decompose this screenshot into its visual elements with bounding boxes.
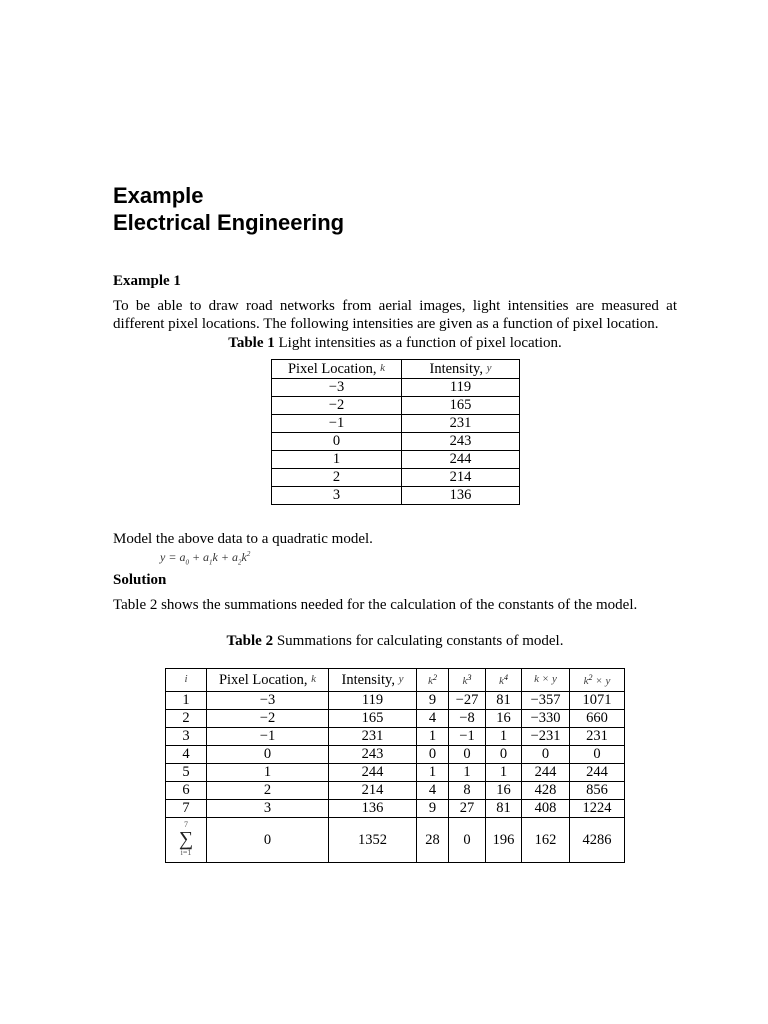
- table-row: [272, 433, 520, 451]
- table-cell: −8: [449, 710, 486, 728]
- table-cell: 244: [522, 764, 570, 782]
- table-cell: 16: [486, 782, 522, 800]
- table1-caption: [0, 334, 768, 352]
- table2-header-pixel: Pixel Location, k: [207, 669, 329, 692]
- table-cell: 2: [272, 469, 402, 487]
- table-row: [272, 397, 520, 415]
- table-cell: 27: [449, 800, 486, 818]
- page-title: [113, 182, 344, 236]
- table-cell: 3: [272, 487, 402, 505]
- table-cell: 28: [417, 818, 449, 863]
- table-cell: 165: [402, 397, 520, 415]
- table1: [271, 359, 520, 505]
- table-cell: −1: [207, 728, 329, 746]
- table-cell: 231: [570, 728, 625, 746]
- table2-header-ky: k × y: [522, 669, 570, 692]
- table-cell: 0: [449, 746, 486, 764]
- table2-caption-text: Summations for calculating constants of model.: [273, 633, 564, 649]
- table-cell: 4286: [570, 818, 625, 863]
- table-cell: 119: [329, 692, 417, 710]
- table2-caption: [0, 632, 768, 650]
- table-row: [272, 487, 520, 505]
- table2-header-k2y: $k^2 \times y$: [570, 669, 625, 692]
- table-cell: 214: [329, 782, 417, 800]
- table1-header-row: [272, 360, 520, 379]
- table-cell: −3: [272, 379, 402, 397]
- table-cell: 244: [329, 764, 417, 782]
- table-row: [166, 728, 625, 746]
- table2-sum-row: [166, 818, 625, 863]
- table-cell: −1: [272, 415, 402, 433]
- solution-text: Table 2 shows the summations needed for the calculation of the constants of the model.: [113, 597, 638, 613]
- table-cell: 1: [449, 764, 486, 782]
- table2-header-k3: $k^3$: [449, 669, 486, 692]
- table-cell: −2: [272, 397, 402, 415]
- table-cell: 0: [207, 818, 329, 863]
- table1-header-pixel: Pixel Location, k: [272, 360, 402, 379]
- table-row: [166, 764, 625, 782]
- table2-header-k4: $k^4$: [486, 669, 522, 692]
- table1-header-intensity: Intensity, y: [402, 360, 520, 379]
- table-cell: 0: [522, 746, 570, 764]
- table-cell: 231: [329, 728, 417, 746]
- table-cell: 4: [166, 746, 207, 764]
- table-cell: 1: [166, 692, 207, 710]
- table-row: [272, 415, 520, 433]
- table-row: [272, 451, 520, 469]
- table-cell: 6: [166, 782, 207, 800]
- table-cell: 4: [417, 710, 449, 728]
- table-cell: 2: [207, 782, 329, 800]
- sigma-symbol: 7 ∑ i=1: [166, 818, 207, 863]
- table-cell: 0: [449, 818, 486, 863]
- table1-caption-text: Light intensities as a function of pixel location.: [274, 335, 562, 351]
- table-cell: 1: [486, 728, 522, 746]
- table-cell: 1: [207, 764, 329, 782]
- table-cell: 119: [402, 379, 520, 397]
- table-cell: 428: [522, 782, 570, 800]
- table-row: [272, 469, 520, 487]
- table-cell: 162: [522, 818, 570, 863]
- table2-header-i: i: [166, 669, 207, 692]
- table2-caption-label: Table 2: [226, 633, 274, 649]
- table-cell: 16: [486, 710, 522, 728]
- quadratic-equation: $y = a_0 + a_1k + a_2k^2$: [160, 550, 251, 567]
- table-row: [166, 692, 625, 710]
- table2-header-row: [166, 669, 625, 692]
- table-cell: −2: [207, 710, 329, 728]
- table-cell: 2: [166, 710, 207, 728]
- table-cell: 3: [207, 800, 329, 818]
- table-cell: 0: [570, 746, 625, 764]
- table-cell: −1: [449, 728, 486, 746]
- table2-header-intensity: Intensity, y: [329, 669, 417, 692]
- table-cell: −3: [207, 692, 329, 710]
- table-cell: 0: [272, 433, 402, 451]
- table-cell: 214: [402, 469, 520, 487]
- table-cell: 1071: [570, 692, 625, 710]
- table-cell: 5: [166, 764, 207, 782]
- title-line-1: Example: [113, 183, 204, 208]
- table2-header-k2: $k^2$: [417, 669, 449, 692]
- table-cell: 136: [402, 487, 520, 505]
- table-cell: 1224: [570, 800, 625, 818]
- table-cell: 660: [570, 710, 625, 728]
- table-cell: 196: [486, 818, 522, 863]
- table1-caption-label: Table 1: [228, 335, 275, 351]
- table-cell: 8: [449, 782, 486, 800]
- table-cell: 856: [570, 782, 625, 800]
- table-row: [166, 782, 625, 800]
- table-cell: 1: [272, 451, 402, 469]
- table-cell: −27: [449, 692, 486, 710]
- table2: [165, 668, 625, 863]
- example-label: Example 1: [113, 273, 181, 289]
- table-row: [272, 379, 520, 397]
- table-cell: 7: [166, 800, 207, 818]
- table-cell: 165: [329, 710, 417, 728]
- table-row: [166, 746, 625, 764]
- table-cell: 9: [417, 692, 449, 710]
- table-cell: 3: [166, 728, 207, 746]
- table-cell: 408: [522, 800, 570, 818]
- table-cell: −231: [522, 728, 570, 746]
- table-cell: 81: [486, 800, 522, 818]
- intro-line-1: To be able to draw road networks from aerial images, light intensities are measured at: [113, 298, 677, 314]
- table-cell: 4: [417, 782, 449, 800]
- table-cell: 1352: [329, 818, 417, 863]
- table-cell: 243: [329, 746, 417, 764]
- title-line-2: Electrical Engineering: [113, 210, 345, 235]
- table-cell: 136: [329, 800, 417, 818]
- table-cell: 9: [417, 800, 449, 818]
- table-cell: 0: [207, 746, 329, 764]
- table-cell: 1: [417, 764, 449, 782]
- table-cell: 1: [486, 764, 522, 782]
- model-text: Model the above data to a quadratic model.: [113, 531, 373, 547]
- table-row: [166, 710, 625, 728]
- table-cell: −330: [522, 710, 570, 728]
- table-cell: 1: [417, 728, 449, 746]
- table-cell: 81: [486, 692, 522, 710]
- table-cell: 231: [402, 415, 520, 433]
- table-cell: 243: [402, 433, 520, 451]
- intro-line-2: different pixel locations. The following intensities are given as a function of pixel location.: [113, 316, 659, 332]
- solution-label: Solution: [113, 572, 167, 588]
- table-cell: 244: [570, 764, 625, 782]
- table-cell: 244: [402, 451, 520, 469]
- intro-paragraph: [113, 297, 677, 333]
- table-cell: −357: [522, 692, 570, 710]
- table-cell: 0: [417, 746, 449, 764]
- table-row: [166, 800, 625, 818]
- table-cell: 0: [486, 746, 522, 764]
